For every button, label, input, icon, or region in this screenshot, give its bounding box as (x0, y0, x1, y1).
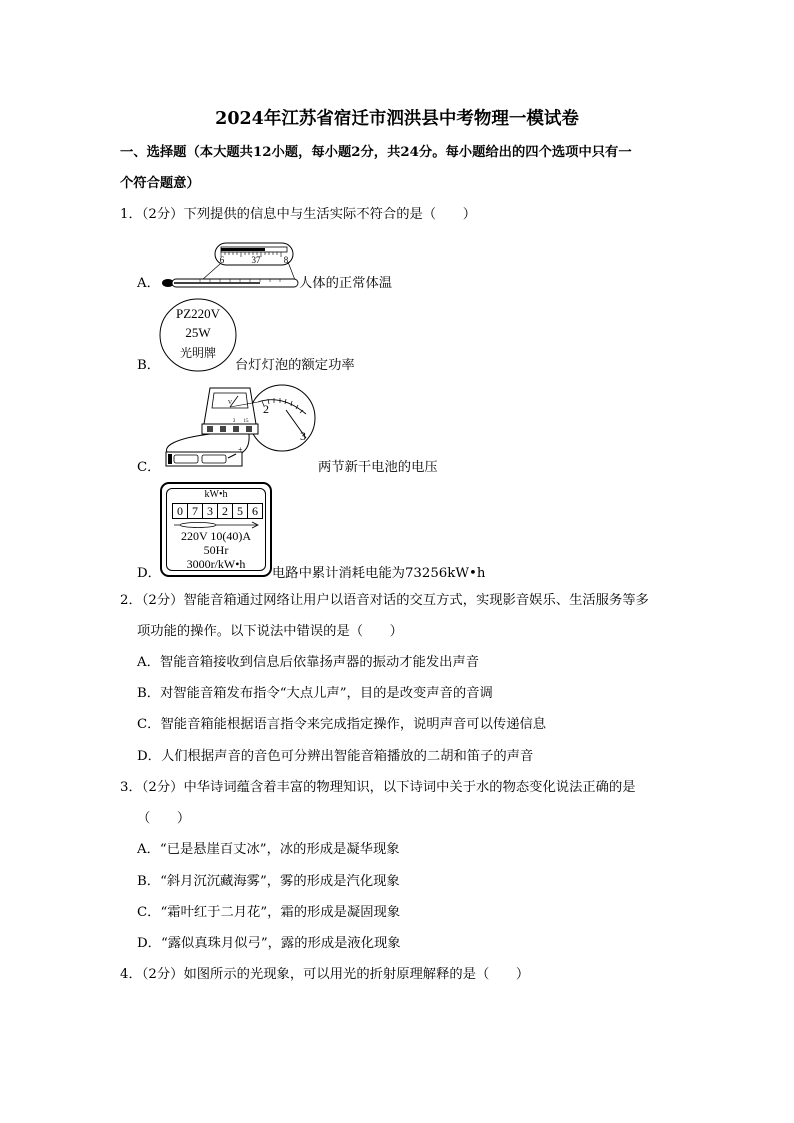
terminal-label: 15 (243, 419, 249, 424)
q3-option-b: B．“斜月沉沉藏海雾”，雾的形成是汽化现象 (137, 874, 400, 889)
q3-stem-line1: 3．（2分）中华诗词蕴含着丰富的物理知识，以下诗词中关于水的物态变化说法正确的是 (120, 780, 636, 795)
q3-stem-line2: （ ） (137, 811, 191, 826)
thermometer-tick-label: 37 (251, 255, 261, 265)
q3-option-c: C．“霜叶红于二月花”，霜的形成是凝固现象 (137, 905, 401, 920)
meter-digit: 0 (173, 504, 188, 518)
q1-option-c-letter: C． (137, 460, 161, 475)
section-heading-line2: 个符合题意） (120, 176, 200, 191)
q1-option-d-letter: D． (137, 566, 161, 581)
q4-stem: 4．（2分）如图所示的光现象，可以用光的折射原理解释的是（ ） (120, 967, 530, 982)
bulb-label-figure (158, 297, 238, 373)
meter-digit: 7 (188, 504, 203, 518)
meter-scale-label: 3 (300, 429, 306, 443)
bulb-power-text: 25W (185, 325, 211, 340)
q1-option-d-text: 电路中累计消耗电能为73256kW•h (272, 566, 486, 581)
meter-unit-label: kW•h (204, 489, 228, 500)
q1-option-a-letter: A． (137, 276, 160, 291)
thermometer-tick-label: 6 (219, 255, 225, 265)
bulb-model-text: PZ220V (175, 306, 221, 321)
q1-option-b-letter: B． (137, 358, 161, 373)
bulb-brand-text: 光明牌 (179, 346, 217, 360)
terminal-label: 3 (232, 419, 236, 424)
meter-rating: 220V 10(40)A (180, 529, 252, 543)
meter-digit: 5 (233, 504, 248, 518)
meter-scale-label: 2 (263, 402, 269, 416)
meter-frequency: 50Hr (203, 543, 229, 557)
q2-option-b: B．对智能音箱发布指令“大点儿声”，目的是改变声音的音调 (137, 686, 493, 701)
meter-disc-icon (174, 521, 260, 529)
q1-option-b-text: 台灯灯泡的额定功率 (235, 358, 355, 373)
q2-option-d: D．人们根据声音的音色可分辨出智能音箱播放的二胡和笛子的声音 (137, 749, 534, 764)
thermometer-tick-label: 8 (283, 255, 289, 265)
q1-option-a-text: 人体的正常体温 (299, 276, 393, 291)
svg-text:V: V (227, 400, 233, 406)
q2-option-c: C．智能音箱能根据语言指令来完成指定操作，说明声音可以传递信息 (137, 717, 547, 732)
q1-option-c-text: 两节新干电池的电压 (318, 460, 438, 475)
meter-revolutions: 3000r/kW•h (186, 557, 246, 571)
q2-stem-line2: 项功能的操作。以下说法中错误的是（ ） (137, 624, 403, 639)
page-title: 2024年江苏省宿迁市泗洪县中考物理一模试卷 (215, 109, 579, 129)
q2-stem-line1: 2．（2分）智能音箱通过网络让用户以语音对话的交互方式，实现影音娱乐、生活服务等多 (120, 593, 649, 608)
meter-digit: 3 (203, 504, 218, 518)
meter-digit: 2 (218, 504, 233, 518)
q3-option-d: D．“露似真珠月似弓”，露的形成是液化现象 (137, 936, 401, 951)
plus-sign: + (238, 445, 243, 454)
section-heading-line1: 一、选择题（本大题共12小题，每小题2分，共24分。每小题给出的四个选项中只有一 (120, 145, 632, 160)
q2-option-a: A．智能音箱接收到信息后依靠扬声器的振动才能发出声音 (137, 655, 480, 670)
energy-meter-figure (160, 482, 272, 577)
q1-stem: 1．（2分）下列提供的信息中与生活实际不符合的是（ ） (120, 207, 476, 222)
voltmeter-figure (158, 380, 318, 474)
thermometer-figure (160, 240, 300, 294)
q3-option-a: A．“已是悬崖百丈冰”，冰的形成是凝华现象 (137, 842, 400, 857)
meter-digit: 6 (248, 504, 262, 518)
